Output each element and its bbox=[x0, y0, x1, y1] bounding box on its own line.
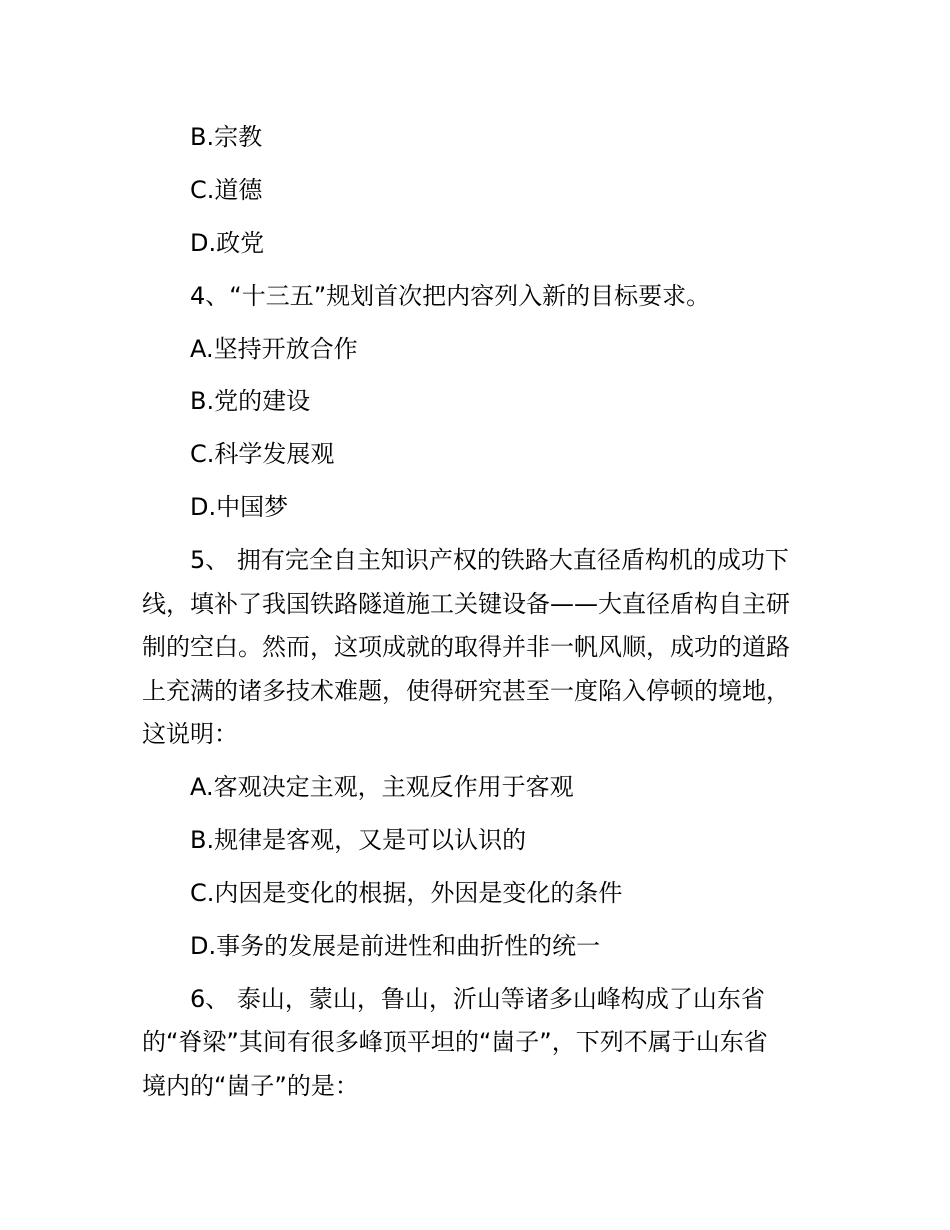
q6-stem-line: 境内的“崮子”的是： bbox=[142, 1072, 359, 1100]
q5-stem-line: 制的空白。然而，这项成就的取得并非一帆风顺，成功的道路 bbox=[142, 633, 790, 661]
q5-stem-line: 线，填补了我国铁路隧道施工关键设备——大直径盾构自主研 bbox=[142, 590, 790, 618]
q4-option-a: A.坚持开放合作 bbox=[190, 335, 358, 363]
q3-option-b: B.宗教 bbox=[190, 123, 263, 151]
q6-stem-line: 的“脊梁”其间有很多峰顶平坦的“崮子”，下列不属于山东省 bbox=[142, 1028, 768, 1056]
q5-option-c: C.内因是变化的根据，外因是变化的条件 bbox=[190, 879, 623, 907]
q3-option-d: D.政党 bbox=[190, 229, 265, 257]
q5-option-b: B.规律是客观，又是可以认识的 bbox=[190, 826, 527, 854]
q5-stem-line: 5、 拥有完全自主知识产权的铁路大直径盾构机的成功下 bbox=[190, 546, 789, 574]
q3-option-c: C.道德 bbox=[190, 176, 263, 204]
q6-stem-line: 6、 泰山，蒙山，鲁山，沂山等诸多山峰构成了山东省 bbox=[190, 985, 765, 1013]
q5-stem-line: 这说明： bbox=[142, 720, 238, 748]
q5-option-d: D.事务的发展是前进性和曲折性的统一 bbox=[190, 932, 601, 960]
q4-option-b: B.党的建设 bbox=[190, 387, 311, 415]
q5-option-a: A.客观决定主观，主观反作用于客观 bbox=[190, 773, 574, 801]
q5-stem-line: 上充满的诸多技术难题，使得研究甚至一度陷入停顿的境地， bbox=[142, 677, 790, 705]
q4-stem: 4、“十三五”规划首次把内容列入新的目标要求。 bbox=[190, 282, 711, 310]
q4-option-c: C.科学发展观 bbox=[190, 440, 335, 468]
q4-option-d: D.中国梦 bbox=[190, 493, 289, 521]
